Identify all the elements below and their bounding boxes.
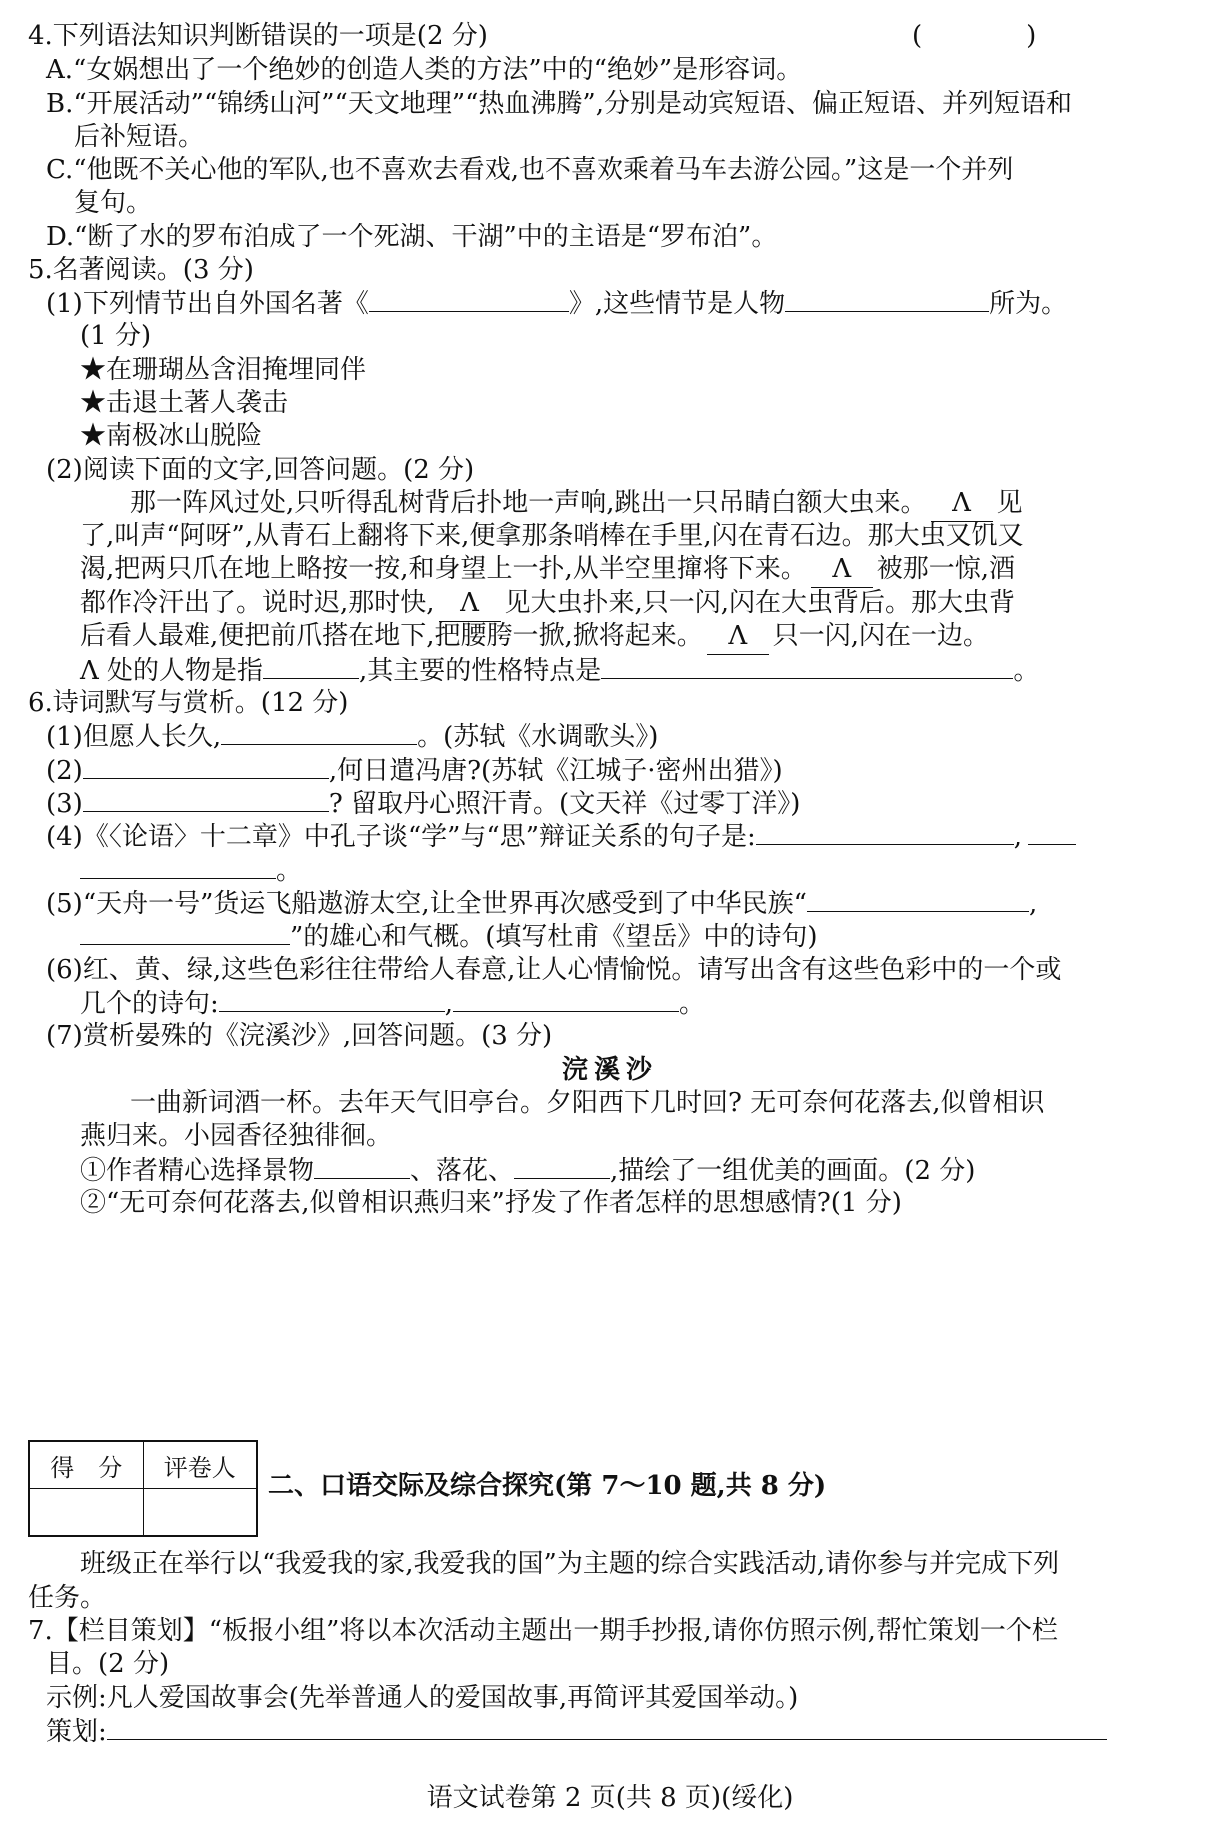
q4-stem: 4.下列语法知识判断错误的一项是(2 分) [28,21,488,51]
q7-plan-blank[interactable] [107,1713,1107,1740]
q5-mark-blank[interactable]: Λ [811,551,873,588]
section2-intro-line1: 班级正在举行以“我爱我的家,我爱我的国”为主题的综合实践活动,请你参与并完成下列 [80,1549,1060,1579]
q6-item4 [46,818,1076,855]
q7-example: 示例:凡人爱国故事会(先举普通人的爱国故事,再简评其爱国举动。) [46,1683,799,1713]
page-footer: 语文试卷第 2 页(共 8 页)(绥化) [426,1783,794,1813]
q6-item-text: , [1013,822,1023,852]
q6-item-text: (2) [46,756,83,786]
q6-blank-5b[interactable] [80,918,290,945]
q6-item6-line1: (6)红、黄、绿,这些色彩往往带给人春意,让人心情愉悦。请写出含有这些色彩中的一个或 [46,955,1062,985]
q4-option-c-line2: 复句。 [74,188,153,218]
section2-title: 二、口语交际及综合探究(第 7～10 题,共 8 分) [268,1471,827,1501]
q6-item-text: (3) [46,789,83,819]
q6-subq-text: ①作者精心选择景物 [80,1156,315,1186]
q6-item-text: (4)《〈论语〉十二章》中孔子谈“学”与“思”辩证关系的句子是: [46,822,756,852]
q5-part1-text-a: (1)下列情节出自外国名著《 [46,289,369,319]
q7-plan-label: 策划: [46,1717,107,1747]
q5-passage-line1 [130,485,1023,522]
q6-item-text: 。 [276,856,303,886]
poem-title: 浣溪沙 [561,1055,658,1085]
q6-blank-2[interactable] [83,752,329,779]
score-box [28,1440,258,1537]
q4-option-d: D.“断了水的罗布泊成了一个死湖、干湖”中的主语是“罗布泊”。 [46,222,778,252]
q4-option-b-line1: B.“开展活动”“锦绣山河”“天文地理”“热血沸腾”,分别是动宾短语、偏正短语、并列短语和 [46,89,1072,119]
q6-item-text: (1)但愿人长久, [46,722,222,752]
q5-passage-line3 [80,551,1015,588]
q6-item-text: ,何日遣冯唐?(苏轼《江城子·密州出猎》) [328,756,783,786]
q6-blank-4c[interactable] [80,852,276,879]
q5-passage-text: 都作冷汗出了。说时迟,那时快, [80,588,435,618]
q6-item-text: ”的雄心和气概。(填写杜甫《望岳》中的诗句) [290,922,818,952]
q6-scene-blank-1[interactable] [314,1152,410,1179]
q5-passage-text: 只一闪,闪在一边。 [772,621,990,651]
q5-mark-blank[interactable]: Λ [707,618,769,655]
q6-blank-6a[interactable] [219,985,445,1012]
q5-book-blank[interactable] [369,285,569,312]
q6-item2 [46,752,783,789]
score-cell[interactable] [29,1489,143,1537]
q6-item-text: (5)“天舟一号”货运飞船遨游太空,让全世界再次感受到了中华民族“ [46,889,807,919]
q5-passage-line2: 了,叫声“阿呀”,从青石上翻将下来,便拿那条哨棒在手里,闪在青石边。那大虫又饥又 [80,521,1024,551]
q6-subq1 [80,1152,975,1189]
q6-item-text: ? 留取丹心照汗青。(文天祥《过零丁洋》) [328,789,801,819]
q5-passage-text: 后看人最难,便把前爪搭在地下,把腰胯一掀,掀将起来。 [80,621,703,651]
q5-part1 [46,285,1067,322]
q5-mark-blank[interactable]: Λ [931,485,993,522]
q6-item7-stem: (7)赏析晏殊的《浣溪沙》,回答问题。(3 分) [46,1021,553,1051]
q5-question-text: ,其主要的性格特点是 [359,656,602,686]
score-label: 得 分 [29,1441,143,1489]
q6-subq-text: ,描绘了一组优美的画面。(2 分) [610,1156,976,1186]
q6-blank-1[interactable] [221,718,417,745]
q6-item-text: , [444,989,454,1019]
q6-blank-5a[interactable] [807,885,1029,912]
q6-item-text: 几个的诗句: [80,989,219,1019]
q5-trait-blank[interactable] [601,652,1013,679]
q6-item3 [46,785,800,822]
poem-line1: 一曲新词酒一杯。去年天气旧亭台。夕阳西下几时回? 无可奈何花落去,似曾相识 [130,1088,1045,1118]
q5-character-blank[interactable] [785,285,989,312]
q6-item-text: 。(苏轼《水调歌头》) [417,722,659,752]
q6-item-text: , [1028,889,1038,919]
poem-line2: 燕归来。小园香径独徘徊。 [80,1121,393,1151]
q5-passage-text: 渴,把两只爪在地上略按一按,和身望上一扑,从半空里撺将下来。 [80,554,807,584]
q6-item6-line2 [80,985,705,1022]
q6-scene-blank-2[interactable] [514,1152,610,1179]
q6-item5 [46,885,1037,922]
q5-question-text: 。 [1013,656,1040,686]
q7-line1: 7.【栏目策划】“板报小组”将以本次活动主题出一期手抄报,请你仿照示例,帮忙策划一个栏 [28,1616,1058,1646]
q4-option-b-line2: 后补短语。 [74,122,205,152]
q5-mark-blank[interactable]: Λ [439,585,501,622]
q5-part1-text-c: 所为。 [989,289,1068,319]
q6-item5-cont [80,918,818,955]
q5-passage-text: 被那一惊,酒 [876,554,1016,584]
section2-intro-line2: 任务。 [28,1583,107,1613]
q5-passage-text: 见大虫扑来,只一闪,闪在大虫背后。那大虫背 [504,588,1016,618]
q6-item-text: 。 [679,989,706,1019]
q5-part1-text-b: 》,这些情节是人物 [568,289,786,319]
q6-blank-6b[interactable] [453,985,679,1012]
q5-passage-line5 [80,618,989,655]
q5-part2-stem: (2)阅读下面的文字,回答问题。(2 分) [46,455,475,485]
q4-answer-paren[interactable]: ( ) [912,21,1037,51]
q6-blank-4b[interactable] [1028,818,1076,845]
q6-stem: 6.诗词默写与赏析。(12 分) [28,688,349,718]
q6-blank-3[interactable] [83,785,329,812]
q6-item4-cont [80,852,302,889]
q6-subq2: ②“无可奈何花落去,似曾相识燕归来”抒发了作者怎样的思想感情?(1 分) [80,1188,902,1218]
q4-option-c-line1: C.“他既不关心他的军队,也不喜欢去看戏,也不喜欢乘着马车去游公园。”这是一个并列 [46,155,1014,185]
q5-plot-item: ★击退土著人袭击 [80,388,289,418]
q6-blank-4a[interactable] [756,818,1014,845]
q5-plot-item: ★在珊瑚丛含泪掩埋同伴 [80,355,367,385]
q5-question-text: Λ 处的人物是指 [80,656,264,686]
q5-passage-text: 那一阵风过处,只听得乱树背后扑地一声响,跳出一只吊睛白额大虫来。 [130,488,927,518]
q6-subq-text: 、落花、 [410,1156,515,1186]
q5-passage-line4 [80,585,1015,622]
q4-option-a: A.“女娲想出了一个绝妙的创造人类的方法”中的“绝妙”是形容词。 [46,55,803,85]
grader-cell[interactable] [143,1489,257,1537]
q7-line2: 目。(2 分) [46,1649,170,1679]
q6-item1 [46,718,658,755]
grader-label: 评卷人 [143,1441,257,1489]
q7-plan [46,1713,1107,1750]
q5-plot-item: ★南极冰山脱险 [80,421,263,451]
q5-stem: 5.名著阅读。(3 分) [28,255,254,285]
q5-person-blank[interactable] [263,652,359,679]
q5-passage-text: 见 [996,488,1023,518]
q5-part1-score: (1 分) [80,321,152,351]
q5-part2-question [80,652,1039,689]
